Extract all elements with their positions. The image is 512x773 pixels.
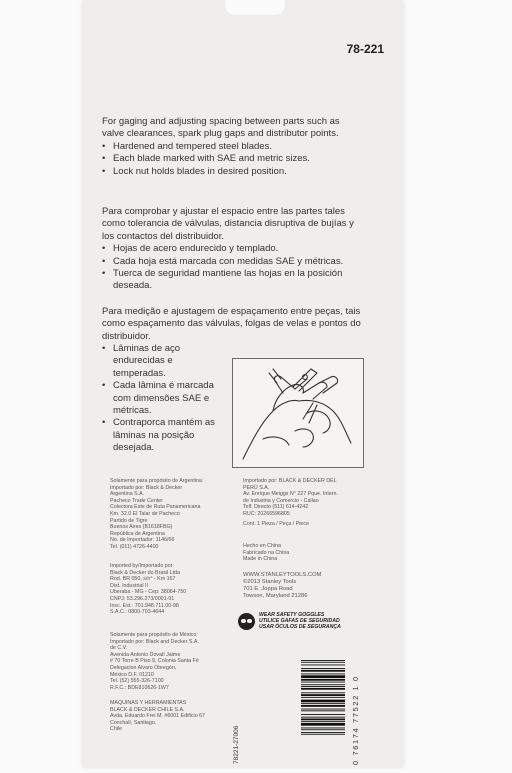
spanish-intro: Para comprobar y ajustar el espacio entre las partes tales como tolerancia de válvulas, distancia disruptiva de bujías y los contactos del distribuidor. (102, 206, 354, 242)
barcode-bar (301, 686, 345, 687)
barcode-bar (301, 660, 345, 661)
barcode-bar (301, 670, 345, 672)
country-of-origin: Hecho en China Fabricado na China Made in China (243, 543, 290, 563)
barcode-bar (301, 710, 345, 711)
safety-warning (238, 612, 378, 631)
barcode-bar (301, 709, 345, 710)
barcode-bar (301, 705, 345, 707)
english-description (102, 116, 364, 178)
list-item: • Tuerca de seguridad mantiene las hojas en la posición deseada. (102, 268, 364, 293)
model-number: 78-221 (346, 42, 384, 56)
part-code: 78221-27006 (233, 725, 240, 764)
barcode-bar (301, 662, 345, 663)
barcode-bar (301, 734, 345, 735)
barcode-bar (301, 703, 345, 704)
list-item: • Contraporca mantém as lâminas na posição desejada. (102, 417, 228, 454)
importer-mexico: Solamente para propósito de México: Importado por: Black and Decker S.A. de C.V. Avenida Antonio Dovalí Jaime # 70 Torre B Piso 9, Colonia Santa Fé Delegacion Alvaro Obregón, México D.F. 01210 Tel. (52) 555-326-7100 R.F.C.: BDE810626-1W7 (110, 632, 199, 691)
spanish-description (102, 206, 364, 293)
spanish-bullets (102, 243, 364, 293)
barcode-bar (301, 721, 345, 722)
upc-barcode (301, 658, 353, 768)
importer-chile: MAQUINAS Y HERRAMIENTAS BLACK & DECKER CHILE S.A. Avda. Eduardo Frei M. #6001 Edificio 67 Conchalí, Santiago. Chile (110, 700, 206, 733)
english-bullets (102, 141, 364, 178)
barcode-bar (301, 665, 345, 666)
barcode-bar (301, 679, 345, 681)
barcode-bar (301, 728, 345, 729)
importer-peru: Importado por: BLACK & DECKER DEL PERÚ S.A. Av. Enrique Meiggs N° 227 Pque. Intern. de Industria y Comercio - Callao Telf. Directo (511) 614-4242 RUC: 20266596805 (243, 478, 338, 517)
barcode-bar (301, 700, 345, 703)
barcode-bar (301, 717, 345, 718)
list-item: • Each blade marked with SAE and metric sizes. (102, 153, 364, 165)
list-item: • Hardened and tempered steel blades. (102, 141, 364, 153)
importer-brazil: Imported by/Importado por: Black & Decker do Brasil Ltda Rod. BR 050, s/n° - Km 167 Dist. Industrial II Uberaba - MG - Cep: 38064-750 CNPJ: 53.296.273/0001-91 Insc. Est.: 701.948.711.00-98 S.A.C.: 0800-703-4644 (110, 563, 187, 616)
importer-argentina: Solamente para propósito de Argentina: Importado por: Black & Decker Argentina S.A. Pacheco Trade Center Colectora Este de Ruta Panamericana Km. 32.0 El Talar de Pacheco Partido de Tigre Buenos Aires (B1618FBG) República de Argentina No. de Importador: 1146/66 Tel. (011) 4726-4400 (110, 478, 204, 550)
portuguese-bullets (102, 343, 228, 455)
barcode-bar (301, 719, 345, 721)
portuguese-bullets-block (102, 343, 228, 455)
barcode-bar (301, 732, 345, 733)
barcode-bar (301, 723, 345, 726)
barcode-bar (301, 692, 345, 693)
safety-goggles-icon (238, 613, 255, 630)
barcode-bar (301, 684, 345, 685)
contents-statement: Cont. 1 Pieza / Peça / Piece (243, 521, 309, 527)
barcode-bar (301, 668, 345, 669)
list-item: • Cada lâmina é marcada com dimensões SAE e métricas. (102, 380, 228, 417)
portuguese-intro: Para medição e ajustagem de espaçamento entre peças, tais como espaçamento das válvulas, folgas de velas e pontos do distribuidor. (102, 306, 361, 342)
barcode-bar (301, 675, 345, 678)
hang-hole (225, 0, 285, 16)
hand-with-gauge-drawing (233, 359, 363, 467)
barcode-bar (301, 688, 345, 690)
company-info: WWW.STANLEYTOOLS.COM ©2013 Stanley Tools 701 E. Joppa Road Towson, Maryland 21286 (243, 572, 322, 599)
english-intro: For gaging and adjusting spacing between parts such as valve clearances, spark plug gaps and distributor points. (102, 116, 340, 140)
portuguese-description (102, 306, 364, 343)
list-item: • Lock nut holds blades in desired position. (102, 166, 364, 178)
list-item: • Hojas de acero endurecido y templado. (102, 243, 364, 255)
barcode-bar (301, 697, 345, 698)
barcode-bar (301, 694, 345, 696)
upc-number: 0 76174 77522 1 0 (351, 675, 360, 765)
barcode-bar (301, 714, 345, 715)
safety-warning-text: WEAR SAFETY GOGGLES UTILICE GAFAS DE SEGURIDAD USAR ÓCULOS DE SEGURANÇA (259, 612, 341, 631)
feeler-gauge-illustration (232, 358, 364, 468)
list-item: • Lâminas de aço endurecidas e temperadas. (102, 343, 228, 380)
barcode-bar (301, 682, 345, 683)
barcode-bar (301, 729, 345, 730)
barcode-bar (301, 674, 345, 675)
list-item: • Cada hoja está marcada con medidas SAE y métricas. (102, 256, 364, 268)
